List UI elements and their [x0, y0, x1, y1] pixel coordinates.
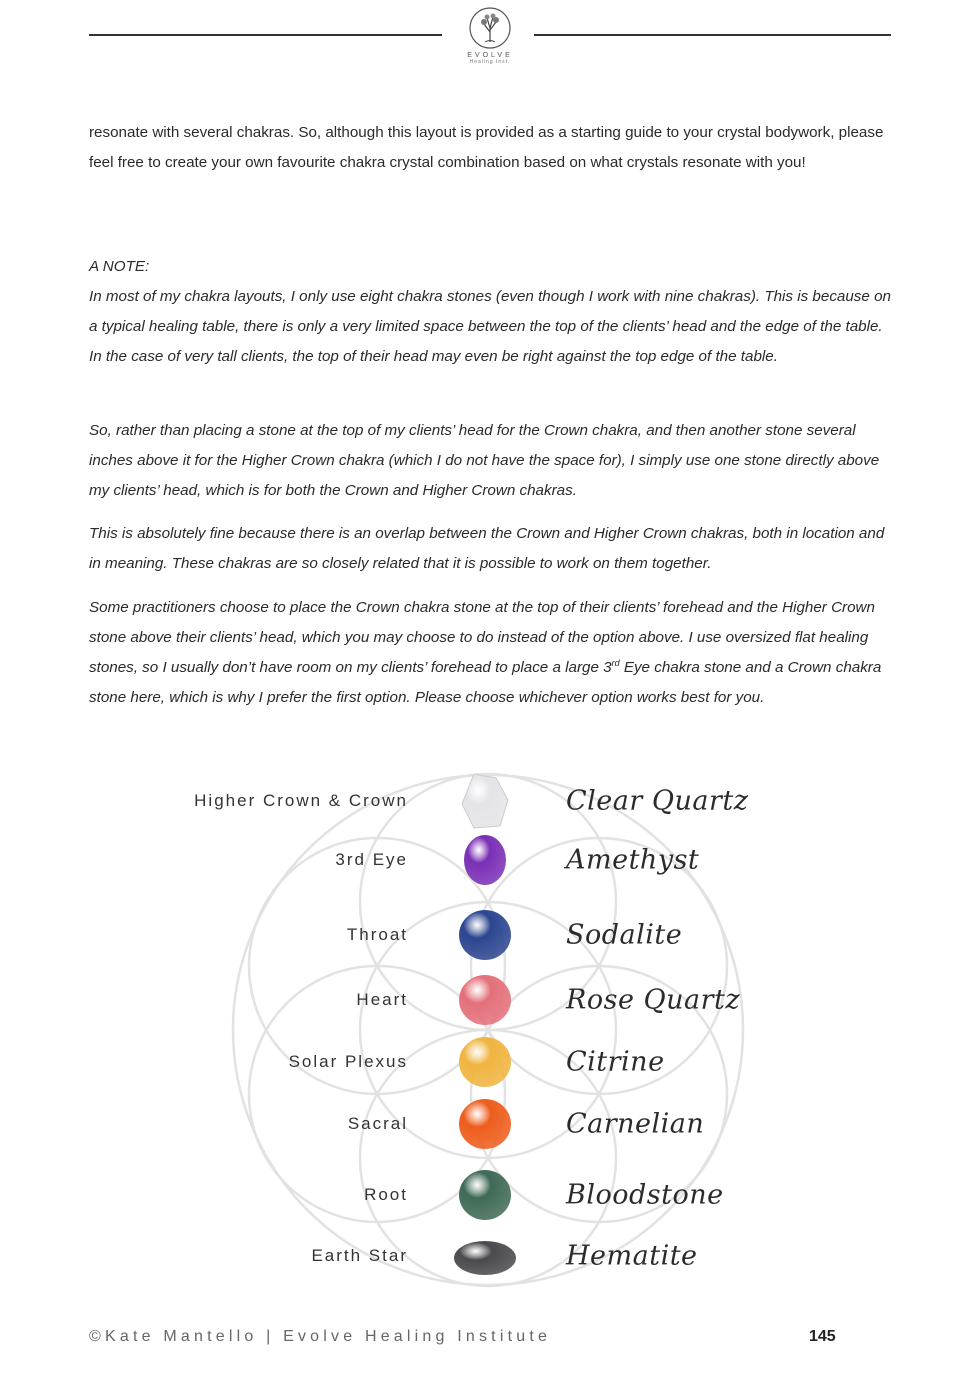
note-paragraph-2: So, rather than placing a stone at the top of my clients’ head for the Crown chakra, and then another stone several inches above it for the Higher Crown chakra (which I do not have the space for), I simply use one stone directly above my clients’ head, which is for both the Crown and Higher Crown chakras.	[89, 422, 880, 499]
page-number: 145	[809, 1328, 836, 1345]
chakra-label: Sacral	[347, 1114, 408, 1133]
crystal-name: Sodalite	[566, 919, 683, 951]
header-rule-left	[89, 34, 442, 36]
crystal-name: Bloodstone	[566, 1179, 724, 1211]
crystal-stone-icon	[452, 770, 518, 832]
ordinal-superscript: rd	[611, 657, 620, 668]
tree-icon	[468, 6, 512, 50]
note-label: A NOTE:	[89, 258, 150, 275]
logo-subtitle: Healing Inst.	[469, 59, 511, 65]
chakra-crystal-diagram	[0, 760, 980, 1300]
logo-wordmark: EVOLVE	[467, 52, 513, 59]
crystal-name: Rose Quartz	[566, 984, 741, 1016]
crystal-name: Clear Quartz	[566, 785, 749, 817]
chakra-label: Root	[364, 1185, 408, 1204]
note-paragraph-4-part-a: Some practitioners choose to place the Crown chakra stone at the top of their clients’ forehead and the Higher Crown stone above their clients’ head, which you may choose to do instead of the option above. I use oversized flat healing stones, so I usually don’t have room on my clients’ forehead to place a large 3	[89, 599, 875, 676]
intro-paragraph: resonate with several chakras. So, although this layout is provided as a starting guide to your crystal bodywork, please feel free to create your own favourite chakra crystal combination based on what crystals resonate with you!	[89, 124, 884, 171]
crystal-name: Citrine	[566, 1046, 665, 1078]
note-paragraph-4-part-b: Eye chakra stone and a Crown chakra stone here, which is why I prefer the first option. Please choose whichever option works best for you.	[89, 659, 882, 706]
crystal-stone-icon	[452, 1225, 518, 1287]
footer-copyright: ©Kate Mantello | Evolve Healing Institute	[89, 1328, 552, 1345]
crystal-stone-icon	[452, 1031, 518, 1093]
crystal-stone-icon	[452, 1093, 518, 1155]
chakra-label: Throat	[346, 925, 408, 944]
crystal-name: Amethyst	[566, 844, 700, 876]
chakra-label: 3rd Eye	[335, 850, 408, 869]
note-paragraph-4	[89, 593, 894, 713]
chakra-label: Heart	[356, 990, 408, 1009]
crystal-stone-icon	[452, 904, 518, 966]
note-paragraph-1: In most of my chakra layouts, I only use eight chakra stones (even though I work with nine chakras). This is because on a typical healing table, there is only a very limited space between the top of the clients’ head and the edge of the table. In the case of very tall clients, the top of their head may even be right against the top edge of the table.	[89, 288, 891, 365]
crystal-name: Carnelian	[566, 1108, 705, 1140]
evolve-logo	[462, 6, 518, 65]
crystal-stone-icon	[452, 1164, 518, 1226]
note-paragraph-3: This is absolutely fine because there is an overlap between the Crown and Higher Crown chakras, both in location and in meaning. These chakras are so closely related that it is possible to work on them together.	[89, 525, 885, 572]
crystal-stone-icon	[452, 969, 518, 1031]
crystal-name: Hematite	[566, 1240, 698, 1272]
chakra-label: Solar Plexus	[288, 1052, 408, 1071]
header-rule-right	[534, 34, 891, 36]
crystal-stone-icon	[452, 829, 518, 891]
chakra-label: Earth Star	[311, 1246, 408, 1265]
chakra-label: Higher Crown & Crown	[194, 791, 408, 810]
